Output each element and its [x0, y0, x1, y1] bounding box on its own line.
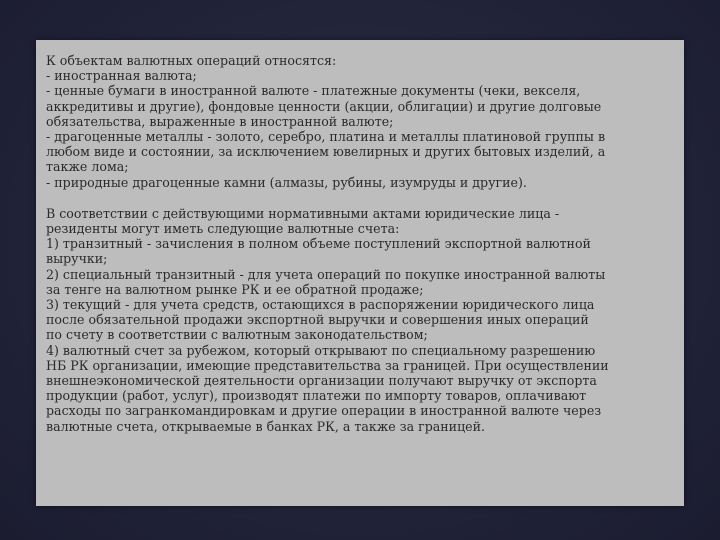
text-line: валютные счета, открываемые в банках РК, а также за границей.	[46, 418, 486, 434]
text-line: 2) специальный транзитный - для учета операций по покупке иностранной валюты	[46, 266, 606, 282]
text-line: 3) текущий - для учета средств, остающихся в распоряжении юридического лица	[46, 297, 595, 313]
text-line: - природные драгоценные камни (алмазы, рубины, изумруды и другие).	[46, 174, 527, 190]
text-line: аккредитивы и другие), фондовые ценности (акции, облигации) и другие долговые	[46, 98, 602, 114]
slide-panel	[36, 40, 684, 506]
text-line: 1) транзитный - зачисления в полном объеме поступлений экспортной валютной	[46, 236, 591, 252]
text-line: внешнеэкономической деятельности организации получают выручку от экспорта	[46, 373, 597, 389]
text-line: В соответствии с действующими нормативными актами юридические лица -	[46, 205, 560, 221]
text-line: - драгоценные металлы - золото, серебро, платина и металлы платиновой группы в	[46, 129, 606, 145]
paragraph-currency-objects	[46, 53, 678, 190]
text-line: обязательства, выраженные в иностранной валюте;	[46, 113, 394, 129]
text-line: расходы по загранкомандировкам и другие операции в иностранной валюте через	[46, 403, 602, 419]
slide-text	[46, 53, 678, 434]
text-line: 4) валютный счет за рубежом, который открывают по специальному разрешению	[46, 342, 596, 358]
paragraph-currency-accounts	[46, 206, 678, 434]
text-line: НБ РК организации, имеющие представительства за границей. При осуществлении	[46, 357, 609, 373]
text-line: выручки;	[46, 251, 108, 267]
text-line: продукции (работ, услуг), производят платежи по импорту товаров, оплачивают	[46, 388, 587, 404]
text-line: К объектам валютных операций относятся:	[46, 53, 337, 68]
text-line: любом виде и состоянии, за исключением ювелирных и других бытовых изделий, а	[46, 144, 606, 160]
paragraph-gap	[46, 190, 678, 206]
text-line: за тенге на валютном рынке РК и ее обратной продаже;	[46, 281, 424, 297]
text-line: по счету в соответствии с валютным законодательством;	[46, 327, 428, 343]
text-line: - иностранная валюта;	[46, 68, 197, 84]
text-line: - ценные бумаги в иностранной валюте - платежные документы (чеки, векселя,	[46, 83, 581, 99]
text-line: резиденты могут иметь следующие валютные счета:	[46, 221, 400, 237]
text-line: также лома;	[46, 159, 129, 175]
text-line: после обязательной продажи экспортной выручки и совершения иных операций	[46, 312, 589, 328]
